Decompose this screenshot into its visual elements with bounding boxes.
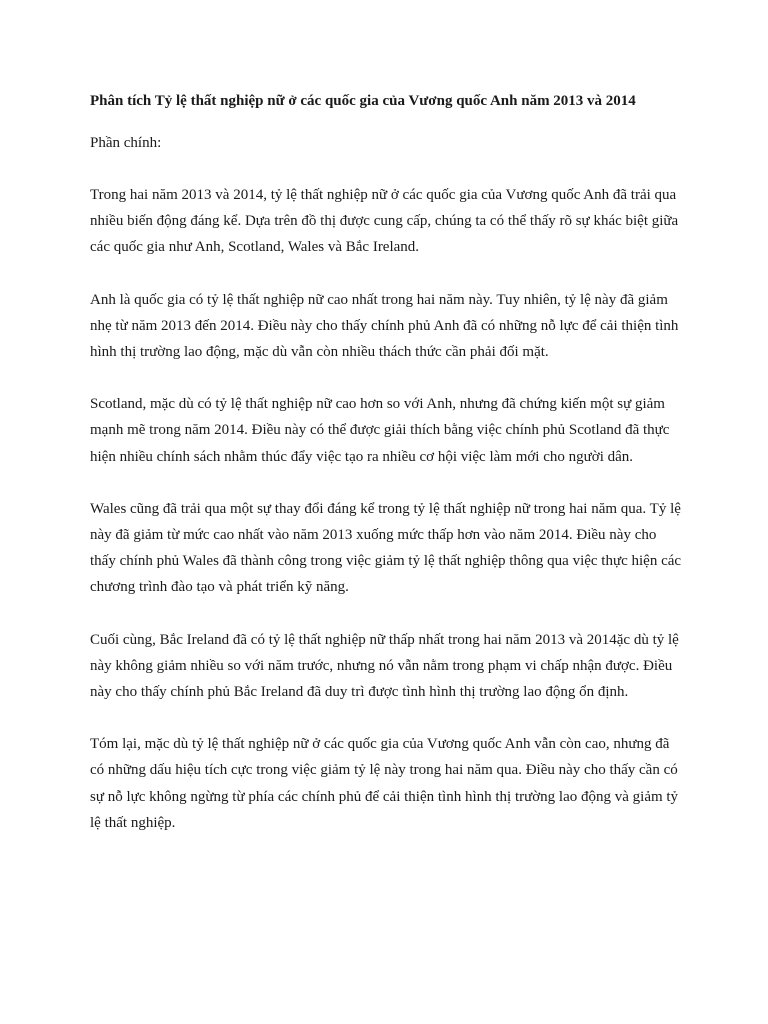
paragraph-4: Wales cũng đã trải qua một sự thay đổi đáng kể trong tỷ lệ thất nghiệp nữ trong hai năm qua. Tỷ lệ này đã giảm từ mức cao nhất vào năm 2013 xuống mức thấp hơn vào năm 2014. Điều này cho thấy chính phủ Wales đã thành công trong việc giảm tỷ lệ thất nghiệp thông qua việc thực hiện các chương trình đào tạo và phát triển kỹ năng.	[90, 500, 682, 596]
paragraph-5: Cuối cùng, Bắc Ireland đã có tỷ lệ thất nghiệp nữ thấp nhất trong hai năm 2013 và 2014ặc dù tỷ lệ này không giảm nhiều so với năm trước, nhưng nó vẫn nằm trong phạm vi chấp nhận được. Điều này cho thấy chính phủ Bắc Ireland đã duy trì được tình hình thị trường lao động ổn định.	[90, 631, 679, 701]
paragraph-2: Anh là quốc gia có tỷ lệ thất nghiệp nữ cao nhất trong hai năm này. Tuy nhiên, tỷ lệ này đã giảm nhẹ từ năm 2013 đến 2014. Điều này cho thấy chính phủ Anh đã có những nỗ lực để cải thiện tình hình thị trường lao động, mặc dù vẫn còn nhiều thách thức cần phải đối mặt.	[90, 291, 679, 361]
paragraph-3: Scotland, mặc dù có tỷ lệ thất nghiệp nữ cao hơn so với Anh, nhưng đã chứng kiến một sự giảm mạnh mẽ trong năm 2014. Điều này có thể được giải thích bằng việc chính phủ Scotland đã thực hiện nhiều chính sách nhằm thúc đẩy việc tạo ra nhiều cơ hội việc làm mới cho người dân.	[90, 396, 670, 465]
document-title: Phân tích Tỷ lệ thất nghiệp nữ ở các quốc gia của Vương quốc Anh năm 2013 và 2014	[90, 93, 636, 109]
document-page	[90, 88, 682, 836]
paragraph-1: Trong hai năm 2013 và 2014, tỷ lệ thất nghiệp nữ ở các quốc gia của Vương quốc Anh đã trải qua nhiều biến động đáng kể. Dựa trên đồ thị được cung cấp, chúng ta có thể thấy rõ sự khác biệt giữa các quốc gia như Anh, Scotland, Wales và Bắc Ireland.	[90, 187, 679, 256]
section-heading: Phần chính:	[90, 135, 162, 151]
paragraph-6: Tóm lại, mặc dù tỷ lệ thất nghiệp nữ ở các quốc gia của Vương quốc Anh vẫn còn cao, nhưng đã có những dấu hiệu tích cực trong việc giảm tỷ lệ này trong hai năm qua. Điều này cho thấy cần có sự nỗ lực không ngừng từ phía các chính phủ để cải thiện tình hình thị trường lao động và giảm tỷ lệ thất nghiệp.	[90, 736, 679, 831]
